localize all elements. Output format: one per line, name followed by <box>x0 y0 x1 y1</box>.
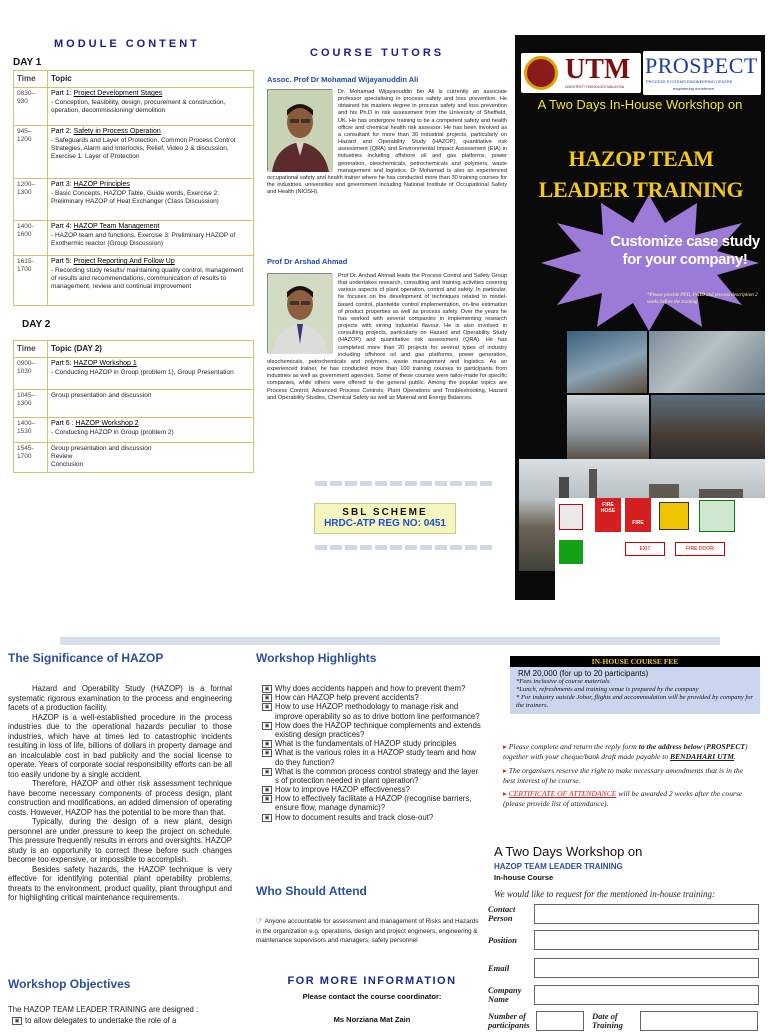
bullet-text: ) together with your cheque/bank draft made payable to <box>503 742 748 762</box>
fee-note: * For industry outside Johor, flights and accommodation will be provided by company for the trainers. <box>516 693 754 709</box>
training-date-field[interactable] <box>640 1011 758 1031</box>
table-row <box>14 88 254 126</box>
exit-sign-icon <box>559 540 583 564</box>
checkbox-bullet-icon: ▣ <box>262 703 272 711</box>
who-attend-text <box>256 915 482 945</box>
fee-bullets <box>503 742 753 810</box>
bullet-text: will be awarded 2 weeks after the course (please provide list of attendance). <box>503 789 743 809</box>
warning-sign-icon <box>659 502 689 530</box>
triangle-bullet-icon: ▸ <box>503 742 507 751</box>
checkbox-bullet-icon: ▣ <box>262 740 272 748</box>
checkbox-bullet-icon: ▣ <box>262 722 272 730</box>
company-name-label: Company Name <box>488 984 522 1004</box>
position-field[interactable] <box>534 930 759 950</box>
highlight-item <box>262 785 482 794</box>
tutor2-photo <box>267 273 332 353</box>
highlight-item <box>262 702 482 720</box>
table-row <box>14 256 254 306</box>
part-desc: - Conducting HAZOP in Group (problem 2) <box>51 428 174 436</box>
checkbox-bullet-icon: ▣ <box>262 694 272 702</box>
part-title: Project Reporting And Follow Up <box>73 258 175 265</box>
significance-para: Typically, during the design of a new plant, design personnel are under pressure to keep the project on schedule. This pressure frequently results in errors and oversights. HAZOP study is an opportunity to correct these before such changes become too expensive, or impossible to accomplish. <box>8 817 232 864</box>
objective-item-text: to allow delegates to undertake the role of a <box>25 1016 177 1025</box>
contact-person-field[interactable] <box>534 904 759 924</box>
bullet-text: The organisers reserve the right to make necessary amendments that is in the best interest of he course. <box>503 765 744 785</box>
time-cell: 0900–1030 <box>14 358 48 390</box>
tutor1-block <box>267 89 507 196</box>
highlight-text: How can HAZOP help prevent accidents? <box>275 693 419 703</box>
table-row <box>14 179 254 221</box>
checkbox-bullet-icon: ▣ <box>262 749 272 757</box>
tutor2-name: Prof Dr Arshad Ahmad <box>267 257 348 266</box>
highlight-text: How to use HAZOP methodology to manage risk and improve operability so as to drive bottom line performance? <box>275 702 480 721</box>
utm-logo-text: UTM <box>565 54 631 85</box>
highlight-item <box>262 748 482 766</box>
table-row <box>14 390 254 418</box>
part-desc: Group presentation and discussion Review Conclusion <box>51 445 152 469</box>
highlight-item <box>262 693 482 702</box>
email-field[interactable] <box>534 958 759 978</box>
poster-title: HAZOP TEAM LEADER TRAINING <box>538 146 744 203</box>
time-header: Time <box>14 71 48 88</box>
meeting-photo <box>651 395 765 459</box>
plant-photo <box>567 331 647 393</box>
participants-label: Number of participants <box>488 1010 530 1030</box>
tutor1-photo <box>267 89 332 171</box>
topic-header: Topic (DAY 2) <box>48 341 254 358</box>
prospect-logo-text: PROSPECT <box>645 53 758 78</box>
highlight-item <box>262 739 482 748</box>
highlights-list <box>262 684 482 822</box>
part-title: HAZOP Workshop 1 <box>73 360 137 367</box>
bullet-text: Please complete and return the reply form <box>508 742 639 751</box>
topic-header: Topic <box>48 71 254 88</box>
time-cell: 1400-1600 <box>14 221 48 256</box>
who-attend-body: Anyone accountable for assessment and management of Risks and Hazards in the organization e.g. operations, design and project engineers, engineering & maintenance supervisors and managers; safety personnel <box>256 918 479 944</box>
time-cell: 1615-1700 <box>14 256 48 306</box>
fire-sign: FIRE <box>625 498 651 532</box>
sbl-scheme-box <box>314 503 456 534</box>
part-label: Part 2: <box>51 128 74 135</box>
fee-bullet <box>503 789 753 810</box>
checkbox-bullet-icon: ▣ <box>262 685 272 693</box>
utm-crest-icon <box>524 56 558 90</box>
company-name-field[interactable] <box>534 985 759 1005</box>
star-text: Customize case study for your company! <box>610 233 760 269</box>
sbl-scheme-title: SBL SCHEME <box>342 507 428 518</box>
part-desc: - HAZOP team and functions, Exercise 3: Preliminary HAZOP of Exothermic reactor (Group Discussion) <box>51 231 236 247</box>
objectives-intro: The HAZOP TEAM LEADER TRAINING are designed : <box>8 1005 199 1014</box>
form-subtitle: HAZOP TEAM LEADER TRAINING <box>494 862 623 871</box>
prospect-logo-tagline: engineering excellence <box>673 86 714 91</box>
fee-amount: RM 20,000 (for up to 20 participants) <box>518 669 649 678</box>
highlight-text: How to document results and track close-out? <box>275 812 434 822</box>
poster-subtitle: A Two Days In-House Workshop on <box>537 97 743 112</box>
fee-bullet <box>503 742 753 763</box>
pointing-hand-icon: ☞ <box>256 916 264 925</box>
participants-field[interactable] <box>536 1011 584 1031</box>
time-cell: 1045–1300 <box>14 390 48 418</box>
checkbox-bullet-icon: ▣ <box>12 1017 22 1025</box>
who-attend-heading: Who Should Attend <box>256 884 367 898</box>
divider-dashes <box>315 481 492 486</box>
training-date-label: Date of Training <box>592 1010 623 1030</box>
fee-note: *Lunch, refreshments and training venue is prepared by the company <box>516 685 699 693</box>
part-label: Part 1: <box>51 90 74 97</box>
module-content-heading: MODULE CONTENT <box>54 38 200 50</box>
contact-person-label: Contact Person <box>488 903 516 923</box>
time-cell: 0830–930 <box>14 88 48 126</box>
significance-heading: The Significance of HAZOP <box>8 651 164 665</box>
email-label: Email <box>488 963 510 973</box>
more-info-line: Please contact the course coordinator: <box>302 992 442 1001</box>
form-title: A Two Days Workshop on <box>494 844 643 859</box>
position-label: Position <box>488 935 517 945</box>
highlight-item <box>262 767 482 785</box>
divider-dashes <box>315 545 492 550</box>
fee-note: *Fees inclusive of course materials. <box>516 678 612 685</box>
highlight-item <box>262 794 482 812</box>
course-tutors-heading: COURSE TUTORS <box>310 47 445 59</box>
certificate-label: CERTIFICATE OF ATTENDANCE <box>508 789 617 798</box>
part-title: Safety in Process Operation <box>73 128 161 135</box>
table-row <box>14 443 254 473</box>
fire-hose-sign: FIRE HOSE <box>595 498 621 532</box>
fire-door-sign: FIRE DOOR <box>675 542 725 556</box>
time-header: Time <box>14 341 48 358</box>
significance-para: HAZOP is a well-established procedure in the process industries due to the operational hazards peculiar to those industries, which have at times led to catastrophic incidents resulting in loss of life, billions of dollars in property damage and an incalculable cost in bad publicity and the social license to operate. Years of corporate social responsibility efforts can be all too easily undone by a single accident. <box>8 712 232 779</box>
form-course-type: In-house Course <box>494 873 554 882</box>
highlights-heading: Workshop Highlights <box>256 651 377 665</box>
table-row <box>14 358 254 390</box>
control-room-photo <box>649 331 765 393</box>
table-row <box>14 221 254 256</box>
bullet-text: ( <box>701 742 707 751</box>
day1-table <box>13 70 254 306</box>
reply-form <box>488 902 764 1033</box>
part-label: Part 6 : <box>51 420 76 427</box>
checkbox-bullet-icon: ▣ <box>262 795 272 803</box>
time-cell: 1400–1530 <box>14 418 48 443</box>
significance-para: Therefore, HAZOP and other risk assessment technique have become necessary components of process design, plant construction and modifications, an added dimension of operating costs. However, HAZOP has the potential to be more than that. <box>8 779 232 817</box>
time-cell: 945–1200 <box>14 126 48 179</box>
page-divider <box>60 637 720 645</box>
part-title: HAZOP Workshop 2 <box>75 420 139 427</box>
day1-label: DAY 1 <box>13 57 42 68</box>
part-desc: Group presentation and discussion <box>51 392 152 399</box>
part-label: Part 5: <box>51 258 74 265</box>
significance-body <box>8 684 232 903</box>
more-info-heading: FOR MORE INFORMATION <box>287 975 457 987</box>
highlight-item <box>262 813 482 822</box>
checkbox-bullet-icon: ▣ <box>262 768 272 776</box>
objective-item <box>12 1016 238 1025</box>
objectives-heading: Workshop Objectives <box>8 977 131 991</box>
utm-logo-subtext: UNIVERSITI TEKNOLOGI MALAYSIA <box>565 85 625 89</box>
time-cell: 1200–1300 <box>14 179 48 221</box>
day2-table <box>13 340 254 473</box>
highlight-text: Why does accidents happen and how to prevent them? <box>275 684 466 693</box>
part-title: HAZOP Principles <box>73 181 130 188</box>
part-title: HAZOP Team Management <box>73 223 160 230</box>
highlight-text: What is the various roles in a HAZOP study team and how do they function? <box>275 748 476 767</box>
part-desc: - Safeguards and Layer of Protection, Common Process Control Strategies, Alarm and Interlocks, Relief, Video 2 & discussion, Exercise 1: Layer of Protection <box>51 136 236 160</box>
tutor1-name: Assoc. Prof Dr Mohamad Wijayanuddin Ali <box>267 75 419 84</box>
utm-logo-block <box>521 53 641 93</box>
bullet-bold-text: PROSPECT <box>706 742 746 751</box>
bullet-bold-text: to the address below <box>638 742 702 751</box>
payee-name: BENDAHARI UTM <box>670 752 734 762</box>
triangle-bullet-icon: ▸ <box>503 789 507 798</box>
tutor1-bio: Dr. Mohamad Wijayanuddin bin Ali is currently an associate professor specialising in process safety and loss prevention. He obtained his masters degree in process safety and loss prevention and his Ph.D in risk assessment from the University of Sheffield, UK. He has undergone training to be a competent safety and health officer and chemical health risk assessor. He has been involved as a consultant for more than 30 industrial projects, particularly on Hazard and Operability Study (HAZOP), quantitative risk assessment (QRA) and Environmental Impact Assessment (EIA) in industries including offshore oil and gas platforms, power generation, oleochemicals, petrochemicals and polymers, waste management and logistics. Dr Mohamad is also an experienced occupational safety and health trainer where he has conducted more than 30 training courses for the industries, universities and government including National Institute of Occupational Safety and Health (NIOSH). <box>267 89 507 196</box>
highlight-text: How does the HAZOP technique complements and extends existing design practices? <box>275 720 481 739</box>
first-aid-sign-icon <box>699 500 735 532</box>
form-request: We would like to request for the mentioned in-house training: <box>494 889 716 899</box>
workers-photo <box>567 395 649 459</box>
bullet-text: . <box>733 752 736 762</box>
highlight-text: How to effectively facilitate a HAZOP (recognise barriers, ensure flow, manage dynamic)? <box>275 794 472 813</box>
part-title: Project Development Stages <box>73 90 163 97</box>
part-desc: - Basic Concepts, HAZOP Table, Guide words, Exercise 2: Preliminary HAZOP of Heat Exchanger (Class Discussion) <box>51 189 220 205</box>
part-desc: - Recording study results/ maintaining quality control, management of results and recommendations, communication of results to management, review and continual improvement <box>51 266 244 290</box>
part-desc: - Conception, feasibility, design, procurement & construction, operation, decommissioning/ demolition <box>51 98 226 114</box>
hrdc-reg-no: HRDC-ATP REG NO: 0451 <box>324 518 446 529</box>
exit-sign: EXIT <box>625 542 665 556</box>
tutor2-bio: Prof Dr. Arshad Ahmad leads the Process Control and Safety Group that undertakes research, consulting and training activities covering various aspects of plant operation, control and safety. In particular, he focuses on the development of techniques related to model-based control, plantwide control implementation, on-line estimation of product properties as well as process safety. Over the years he has worked with several companies in implementing research projects with strong industrial flavour. He is also involved in consulting projects, particularly on Hazard and Operability Study (HAZOP) and quantitative risk assessment (QRA). He has completed more than 20 projects for several types of industry including offshore oil and gas platforms, power generation, oleochemicals, petrochemicals and polymers, waste management and logistics. As an experienced trainer, he has conducted more than 100 training courses to participants from industries as well as government agencies. Some of these courses were tailor-made for specific companies, while others were offered to the general public. Among the popular topics are Process Control, Advanced Process Controls, Plant Operations and Troubleshooting, Hazard and Operability Studies, Chemical Safety as well as Material and Energy Balances. <box>267 273 507 401</box>
table-row <box>14 126 254 179</box>
fee-heading: IN-HOUSE COURSE FEE <box>510 656 760 667</box>
prospect-logo-subtext: PROCESS SYSTEMS ENGINEERING CENTRE <box>646 79 733 84</box>
triangle-bullet-icon: ▸ <box>503 765 507 775</box>
highlight-text: What is the common process control strategy and the layer s of protection needed in plant operation? <box>275 766 479 785</box>
highlight-text: How to improve HAZOP effectiveness? <box>275 785 410 795</box>
table-row <box>14 418 254 443</box>
star-note: *Please provide PFD, P&ID and process description 2 weeks before the training. <box>647 293 758 305</box>
part-desc: - Conducting HAZOP in Group (problem 1), Group Presentation <box>51 368 234 376</box>
highlight-item <box>262 684 482 693</box>
time-cell: 1545-1700 <box>14 443 48 473</box>
safety-signs <box>555 498 765 600</box>
part-label: Part 3: <box>51 181 74 188</box>
highlight-item <box>262 721 482 739</box>
fire-extinguisher-sign-icon <box>559 504 583 530</box>
significance-para: Besides safety hazards, the HAZOP technique is very effective for identifying potential plant operability problems, threats to the environment, product quality, plant throughput and for highlighting critical maintenance requirements. <box>8 864 232 902</box>
coordinator-name: Ms Norziana Mat Zain <box>333 1015 411 1024</box>
part-label: Part 5: <box>51 360 74 367</box>
significance-para: Hazard and Operability Study (HAZOP) is a formal systematic rigorous examination to the process and engineering facets of a production facility. <box>8 684 232 712</box>
highlight-text: What is the fundamentals of HAZOP study principles <box>275 739 457 749</box>
fee-bullet <box>503 766 753 787</box>
day2-label: DAY 2 <box>22 319 51 330</box>
part-label: Part 4: <box>51 223 74 230</box>
checkbox-bullet-icon: ▣ <box>262 786 272 794</box>
fee-box <box>510 656 760 714</box>
tutor2-block <box>267 273 507 402</box>
checkbox-bullet-icon: ▣ <box>262 814 272 822</box>
prospect-logo-block <box>643 51 761 95</box>
